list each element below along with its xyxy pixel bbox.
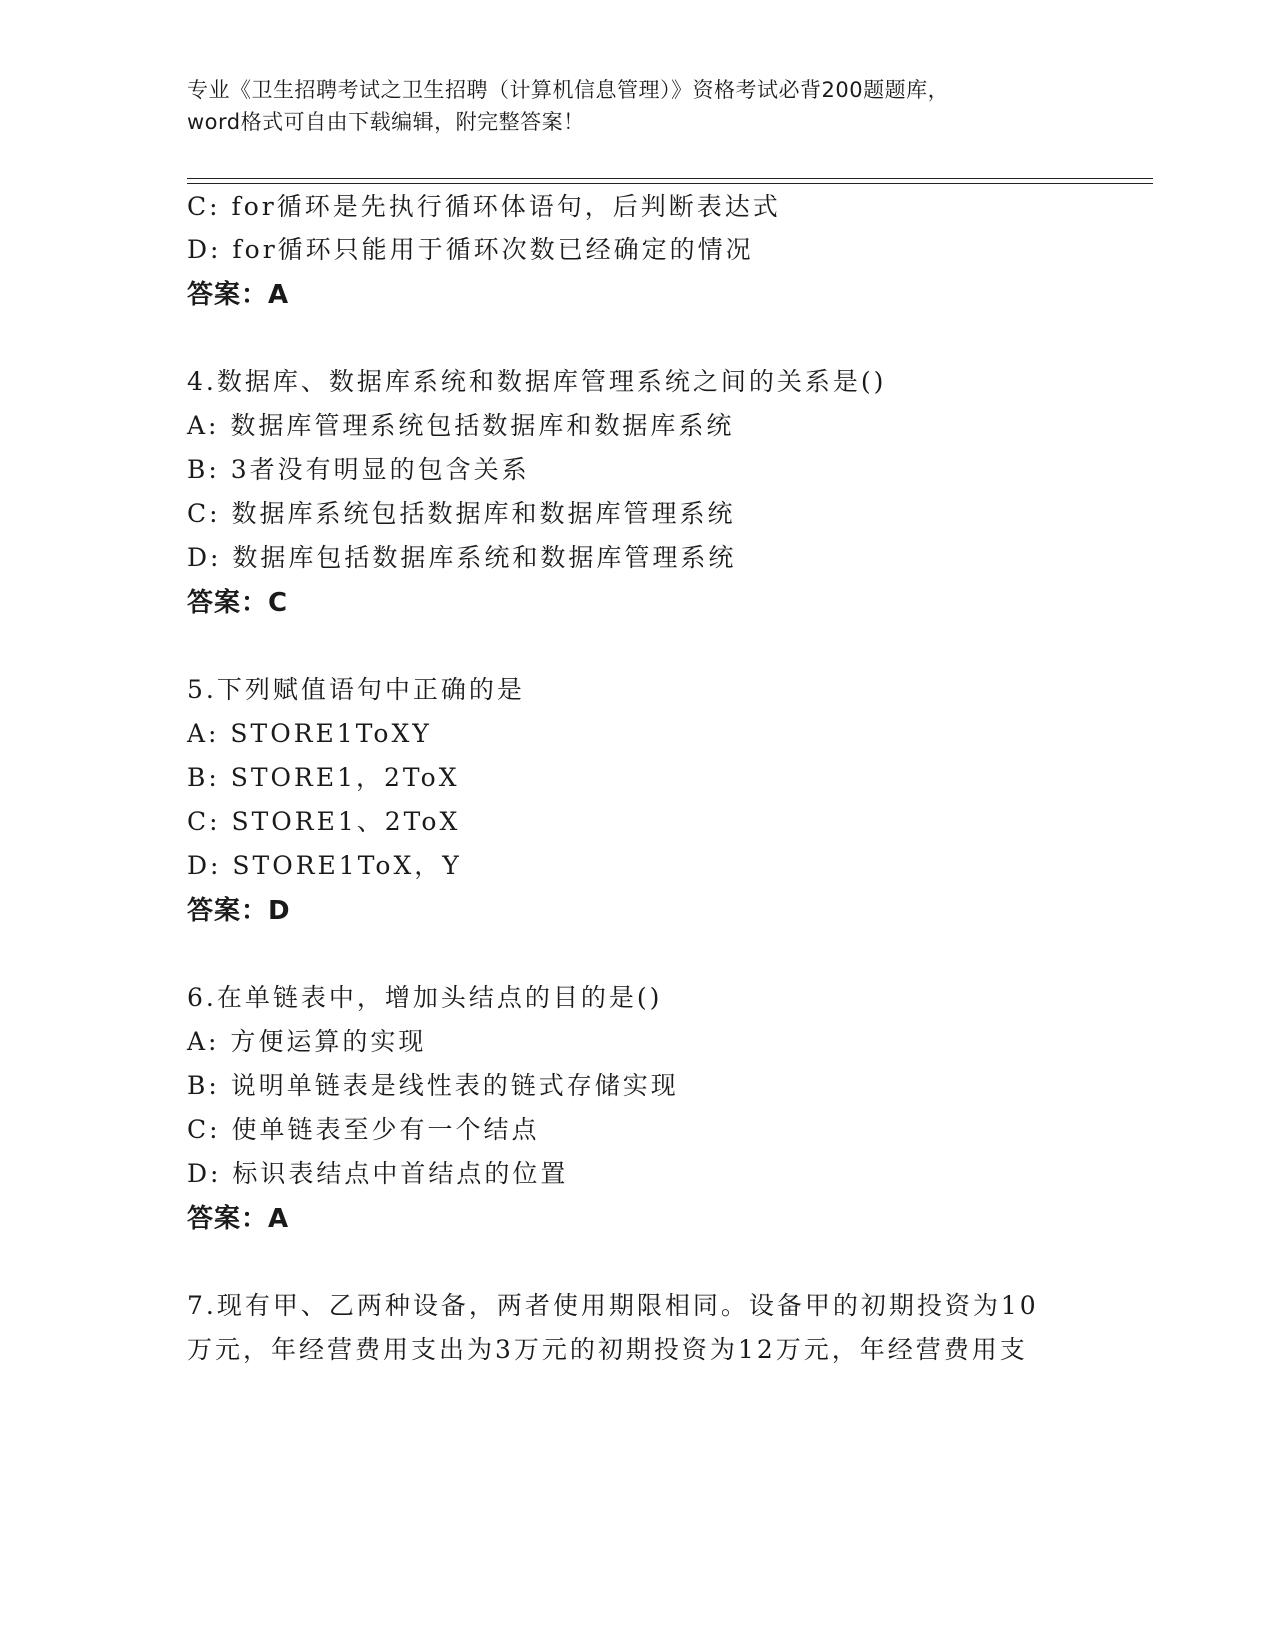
header-title-line-1: 专业《卫生招聘考试之卫生招聘（计算机信息管理）》资格考试必背200题题库， <box>187 78 950 102</box>
q4-answer: 答案：C <box>187 588 289 618</box>
header-divider-thin <box>187 178 1153 179</box>
q7-stem-line-2: 万元，年经营费用支出为3万元的初期投资为12万元，年经营费用支 <box>187 1335 1028 1364</box>
header-title-line-2: word格式可自由下载编辑，附完整答案！ <box>187 110 585 134</box>
q3-option-c: C: for循环是先执行循环体语句，后判断表达式 <box>187 192 781 221</box>
q6-stem: 6.在单链表中，增加头结点的目的是() <box>187 983 663 1012</box>
q4-option-d: D: 数据库包括数据库系统和数据库管理系统 <box>187 543 737 572</box>
q6-option-b: B: 说明单链表是线性表的链式存储实现 <box>187 1071 679 1100</box>
q5-option-d: D: STORE1ToX，Y <box>187 851 462 880</box>
q3-answer: 答案：A <box>187 280 290 310</box>
document-header <box>187 74 1087 138</box>
q6-answer: 答案：A <box>187 1204 290 1234</box>
q5-option-c: C: STORE1、2ToX <box>187 807 461 836</box>
q5-option-a: A: STORE1ToXY <box>187 719 432 748</box>
q3-option-d: D: for循环只能用于循环次数已经确定的情况 <box>187 235 754 264</box>
q5-stem: 5.下列赋值语句中正确的是 <box>187 675 525 704</box>
q4-option-c: C: 数据库系统包括数据库和数据库管理系统 <box>187 499 736 528</box>
q6-option-d: D: 标识表结点中首结点的位置 <box>187 1159 569 1188</box>
q4-option-b: B: 3者没有明显的包含关系 <box>187 455 530 484</box>
q5-option-b: B: STORE1，2ToX <box>187 763 460 792</box>
q4-stem: 4.数据库、数据库系统和数据库管理系统之间的关系是() <box>187 367 887 396</box>
q7-stem-line-1: 7.现有甲、乙两种设备，两者使用期限相同。设备甲的初期投资为10 <box>187 1291 1039 1320</box>
q4-option-a: A: 数据库管理系统包括数据库和数据库系统 <box>187 411 735 440</box>
q6-option-a: A: 方便运算的实现 <box>187 1027 427 1056</box>
q5-answer: 答案：D <box>187 896 291 926</box>
header-divider-thick <box>187 183 1153 184</box>
q6-option-c: C: 使单链表至少有一个结点 <box>187 1115 540 1144</box>
